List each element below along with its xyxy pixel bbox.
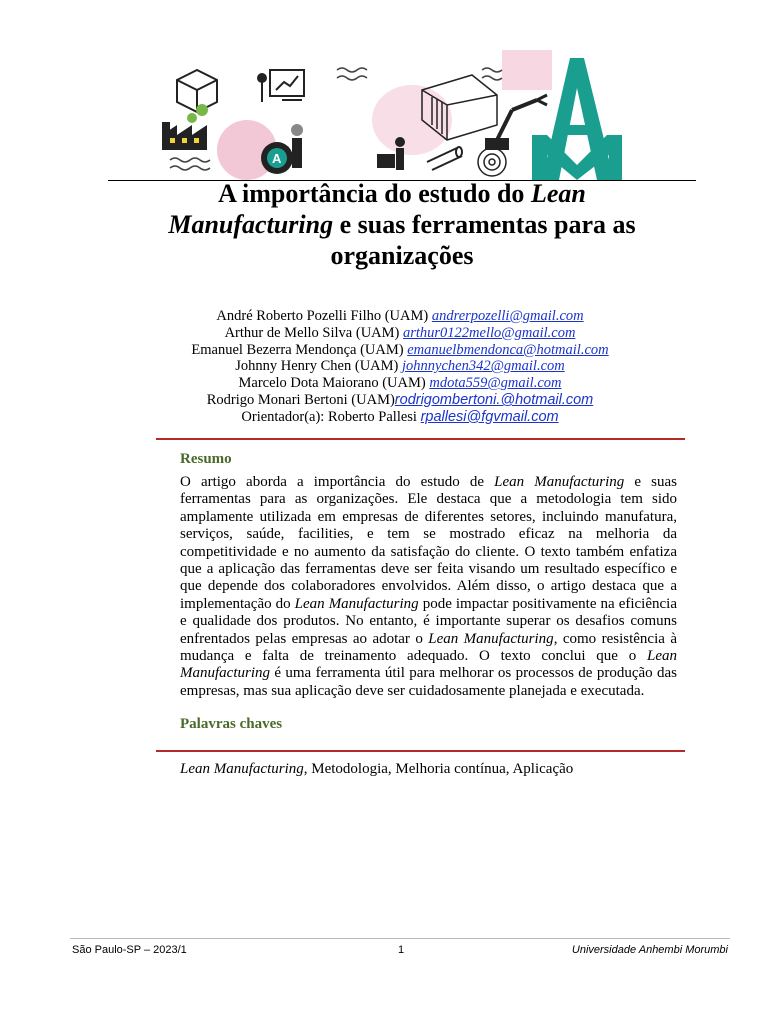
footer-rule — [70, 938, 730, 939]
section-divider — [156, 438, 685, 440]
author-email-link[interactable]: rodrigombertoni.@hotmail.com — [394, 391, 594, 408]
author-email-link[interactable]: emanuelbmendonca@hotmail.com — [407, 341, 609, 358]
resumo-heading: Resumo — [180, 451, 232, 467]
gear-logo-icon — [261, 142, 293, 174]
author-email-link[interactable]: mdota559@gmail.com — [429, 375, 562, 392]
author-line: Arthur de Mello Silva (UAM) arthur0122mello@gmail.com — [224, 324, 576, 341]
section-divider — [156, 750, 685, 752]
advisor-line: Orientador(a): Roberto Pallesi rpallesi@fgvmail.com — [241, 408, 559, 425]
author-email-link[interactable]: andrerpozelli@gmail.com — [431, 308, 584, 324]
author-email-link[interactable]: arthur0122mello@gmail.com — [402, 324, 576, 341]
author-line: Emanuel Bezerra Mendonça (UAM) emanuelbmendonca@hotmail.com — [191, 341, 609, 358]
author-list — [130, 308, 670, 426]
author-email-link[interactable]: johnnychen342@gmail.com — [401, 358, 565, 375]
svg-text:A: A — [272, 151, 282, 166]
author-line: André Roberto Pozelli Filho (UAM) andrerpozelli@gmail.com — [216, 308, 584, 324]
header-banner — [152, 50, 651, 180]
keywords-text: Lean Manufacturing, Metodologia, Melhoria contínua, Aplicação — [180, 761, 574, 777]
author-line: Marcelo Dota Maiorano (UAM) mdota559@gmail.com — [238, 375, 562, 392]
paper-title: A importância do estudo do Lean Manufacturing e suas ferramentas para as organizações — [168, 179, 636, 270]
page-number: 1 — [398, 944, 405, 956]
footer-university: Universidade Anhembi Morumbi — [571, 944, 728, 956]
author-line: Rodrigo Monari Bertoni (UAM)rodrigombertoni.@hotmail.com — [206, 391, 594, 408]
author-line: Johnny Henry Chen (UAM) johnnychen342@gmail.com — [235, 358, 565, 375]
advisor-email-link[interactable]: rpallesi@fgvmail.com — [420, 408, 559, 425]
abstract-text: O artigo aborda a importância do estudo de Lean Manufacturing e suas ferramentas para as organizações. Ele destaca que a metodologia tem sido amplamente utilizada em empresas de diferentes setores, incluindo manufatura, serviços, saúde, facilities, e tem se mostrado eficaz na melhoria da competitividade e no aumento da satisfação do cliente. O texto também enfatiza que a aplicação das ferramentas deve ser feita visando um resultado específico e que depende dos colaboradores envolvidos. Além disso, o artigo destaca que a implementação do Lean Manufacturing pode impactar positivamente na eficiência e qualidade dos produtos. No entanto, é importante superar os desafios comuns enfrentados pelas empresas ao adotar o Lean Manufacturing, como resistência à mudança e falta de treinamento adequado. O texto conclui que o Lean Manufacturing é uma ferramenta útil para melhorar os processos de produção das empresas, mas sua aplicação deve ser cuidadosamente planejada e executada. — [180, 474, 677, 699]
footer-location: São Paulo-SP – 2023/1 — [72, 944, 187, 956]
keywords-heading: Palavras chaves — [180, 716, 283, 732]
